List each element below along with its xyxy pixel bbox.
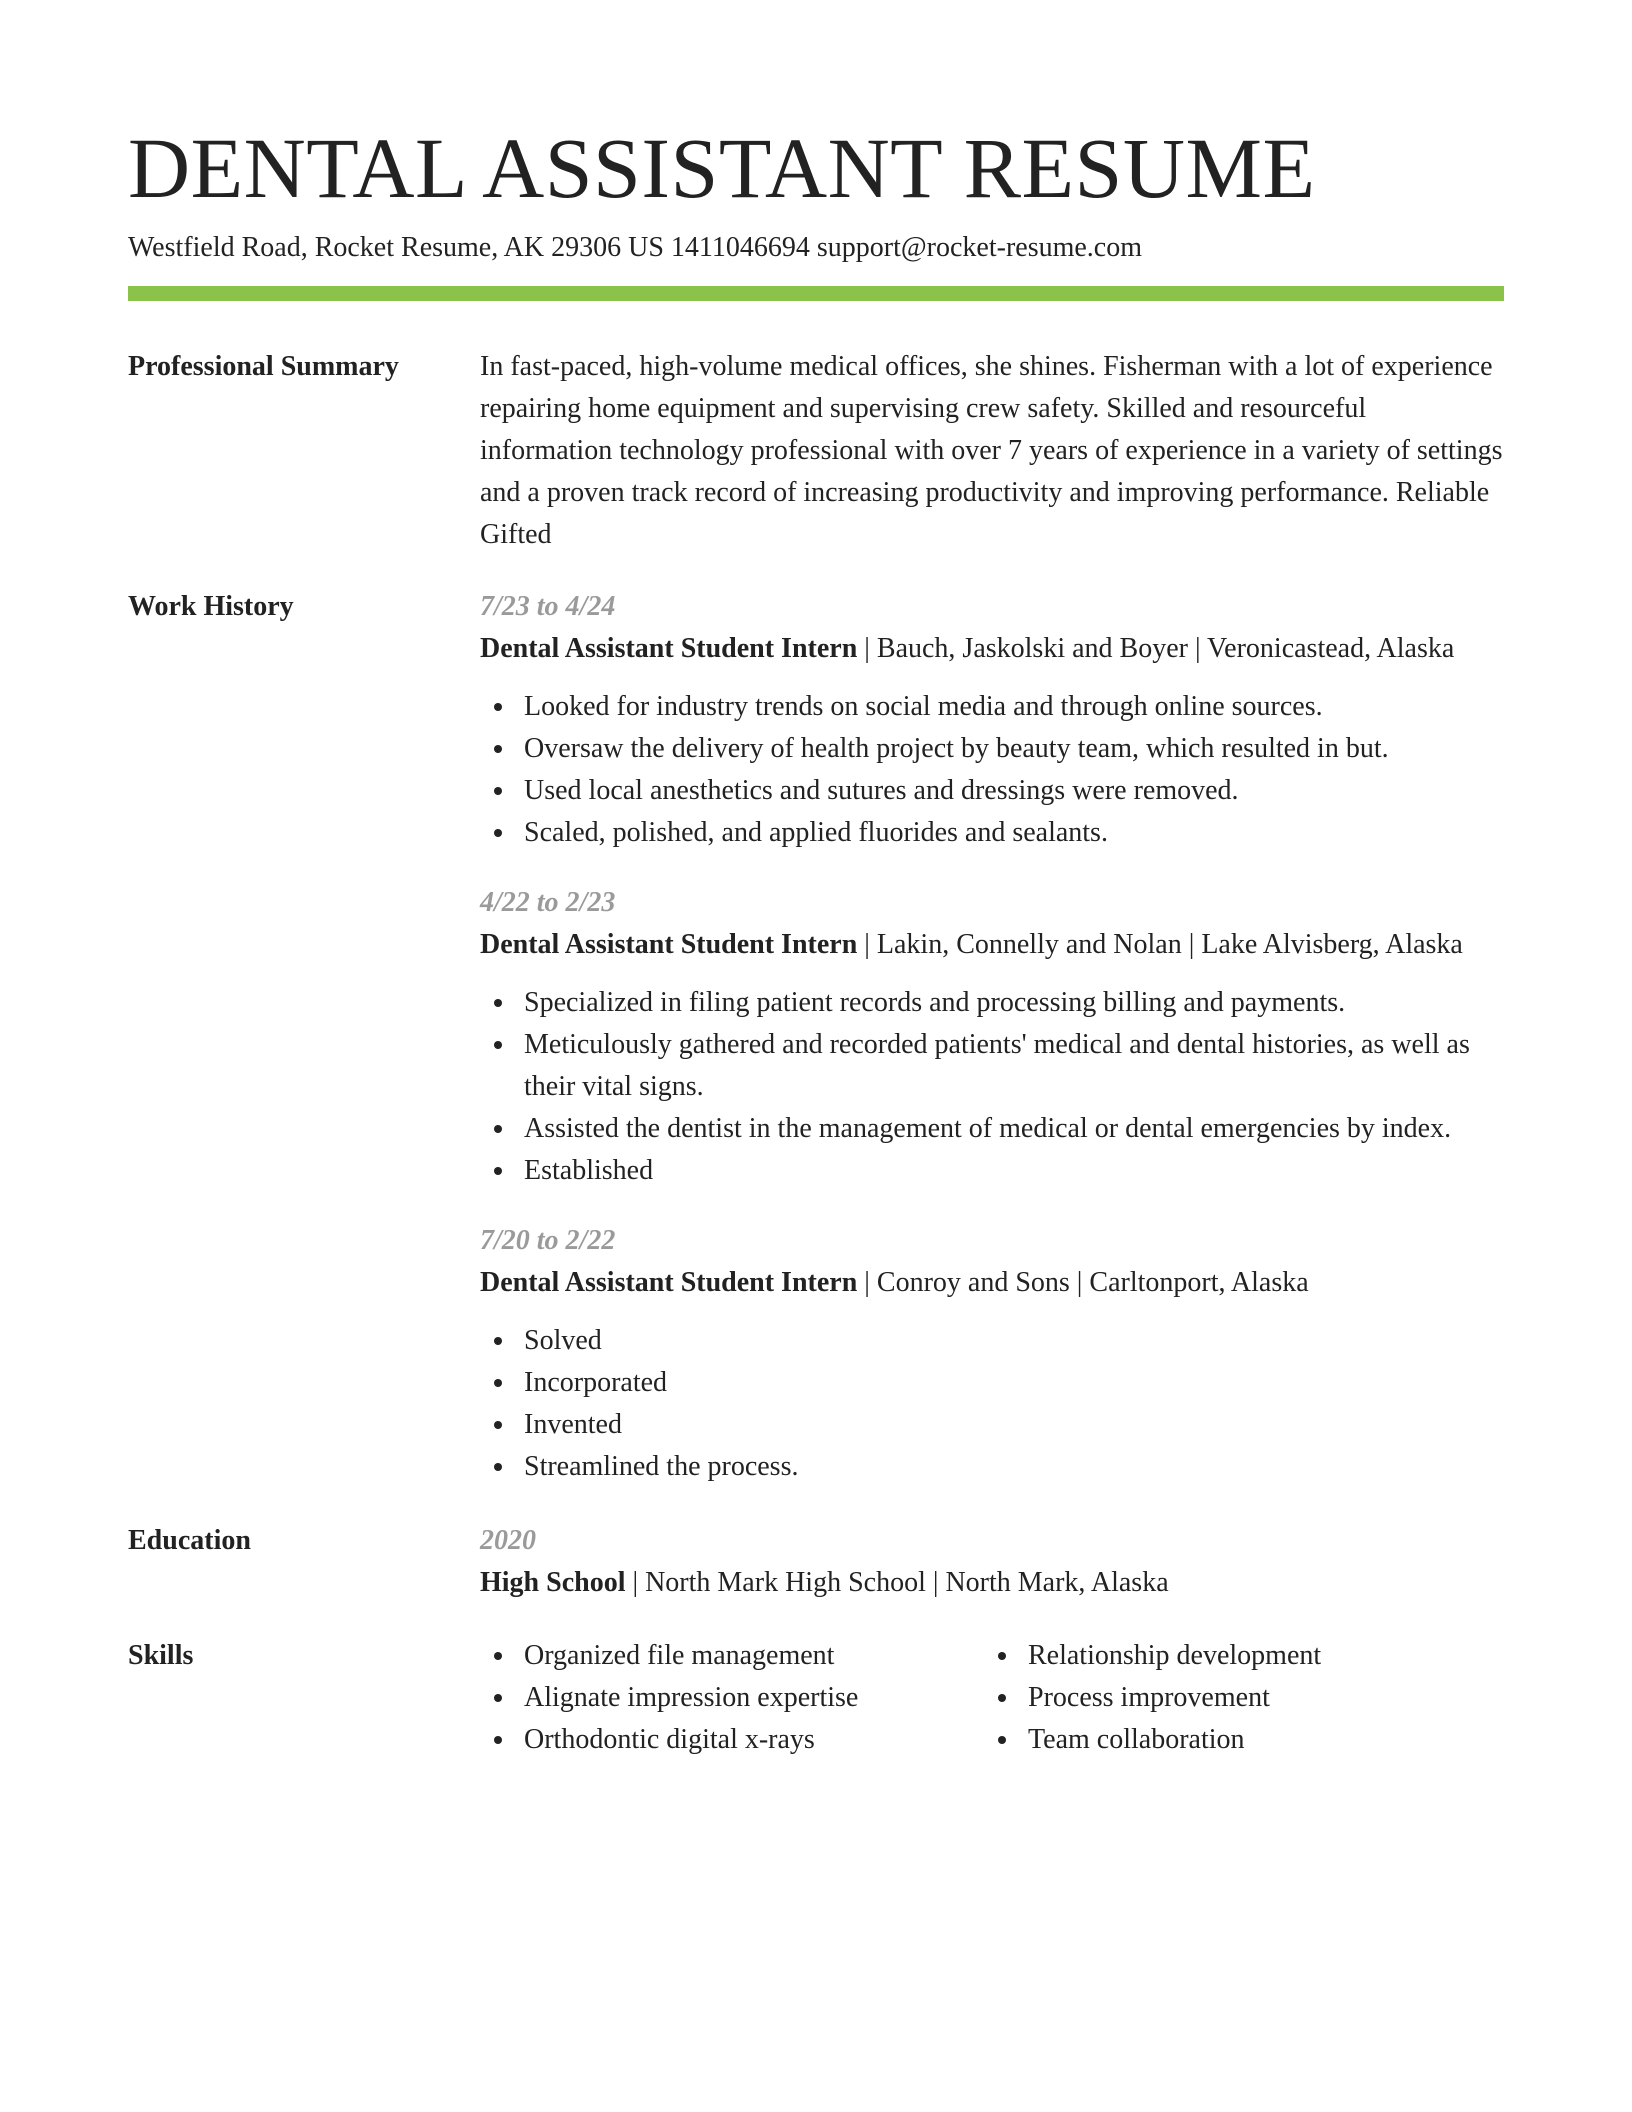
job-bullet: Solved <box>524 1320 1504 1362</box>
skill-item: Relationship development <box>1028 1635 1488 1677</box>
summary-text: In fast-paced, high-volume medical offices, she shines. Fisherman with a lot of experience repairing home equipment and supervising crew safety. Skilled and resourceful information technology professional with over 7 years of experience in a variety of settings and a proven track record of increasing productivity and improving performance. Reliable Gifted <box>480 351 1503 550</box>
skill-item: Process improvement <box>1028 1677 1488 1719</box>
skills-list-left <box>480 1635 984 1761</box>
job-bullets <box>480 686 1504 854</box>
job-title-line <box>480 1262 1504 1304</box>
skills-columns <box>480 1635 1504 1761</box>
job-bullet: Oversaw the delivery of health project by beauty team, which resulted in but. <box>524 728 1504 770</box>
contact-line: Westfield Road, Rocket Resume, AK 29306 US 1411046694 support@rocket-resume.com <box>128 232 1143 263</box>
skill-item: Organized file management <box>524 1635 984 1677</box>
job-dates: 7/20 to 2/22 <box>480 1225 616 1256</box>
job-bullets <box>480 1320 1504 1488</box>
job-bullet: Streamlined the process. <box>524 1446 1504 1488</box>
education-body <box>480 1520 1504 1604</box>
job-details: | Lakin, Connelly and Nolan | Lake Alvisberg, Alaska <box>857 929 1463 960</box>
job-bullet: Used local anesthetics and sutures and dressings were removed. <box>524 770 1504 812</box>
education-year: 2020 <box>480 1525 536 1556</box>
resume-title: DENTAL ASSISTANT RESUME <box>128 120 1316 216</box>
job-bullet: Meticulously gathered and recorded patients' medical and dental histories, as well as their vital signs. <box>524 1024 1504 1108</box>
skill-item: Team collaboration <box>1028 1719 1488 1761</box>
accent-divider <box>128 286 1504 301</box>
job-role: Dental Assistant Student Intern <box>480 633 858 664</box>
education-details: | North Mark High School | North Mark, Alaska <box>625 1567 1169 1598</box>
job-bullet: Invented <box>524 1404 1504 1446</box>
job-entry <box>480 1220 1504 1488</box>
job-entry <box>480 586 1504 854</box>
job-role: Dental Assistant Student Intern <box>480 929 858 960</box>
skill-item: Orthodontic digital x-rays <box>524 1719 984 1761</box>
skills-body <box>480 1635 1504 1761</box>
job-entry <box>480 882 1504 1192</box>
job-details: | Conroy and Sons | Carltonport, Alaska <box>857 1267 1309 1298</box>
skills-list-right <box>984 1635 1488 1761</box>
education-line <box>480 1562 1504 1604</box>
job-bullet: Established <box>524 1150 1504 1192</box>
skill-item: Alignate impression expertise <box>524 1677 984 1719</box>
summary-body <box>480 346 1504 556</box>
job-bullet: Assisted the dentist in the management of medical or dental emergencies by index. <box>524 1108 1504 1150</box>
job-bullet: Scaled, polished, and applied fluorides and sealants. <box>524 812 1504 854</box>
job-bullet: Incorporated <box>524 1362 1504 1404</box>
job-role: Dental Assistant Student Intern <box>480 1267 858 1298</box>
job-bullets <box>480 982 1504 1192</box>
summary-label: Professional Summary <box>128 351 399 382</box>
job-title-line <box>480 924 1504 966</box>
work-history-label: Work History <box>128 591 294 622</box>
education-label: Education <box>128 1525 251 1556</box>
job-dates: 4/22 to 2/23 <box>480 887 616 918</box>
job-bullet: Looked for industry trends on social media and through online sources. <box>524 686 1504 728</box>
education-degree: High School <box>480 1567 626 1598</box>
job-dates: 7/23 to 4/24 <box>480 591 616 622</box>
skills-label: Skills <box>128 1640 194 1671</box>
work-history-body <box>480 586 1504 1516</box>
job-title-line <box>480 628 1504 670</box>
job-details: | Bauch, Jaskolski and Boyer | Veronicastead, Alaska <box>857 633 1455 664</box>
job-bullet: Specialized in filing patient records and processing billing and payments. <box>524 982 1504 1024</box>
